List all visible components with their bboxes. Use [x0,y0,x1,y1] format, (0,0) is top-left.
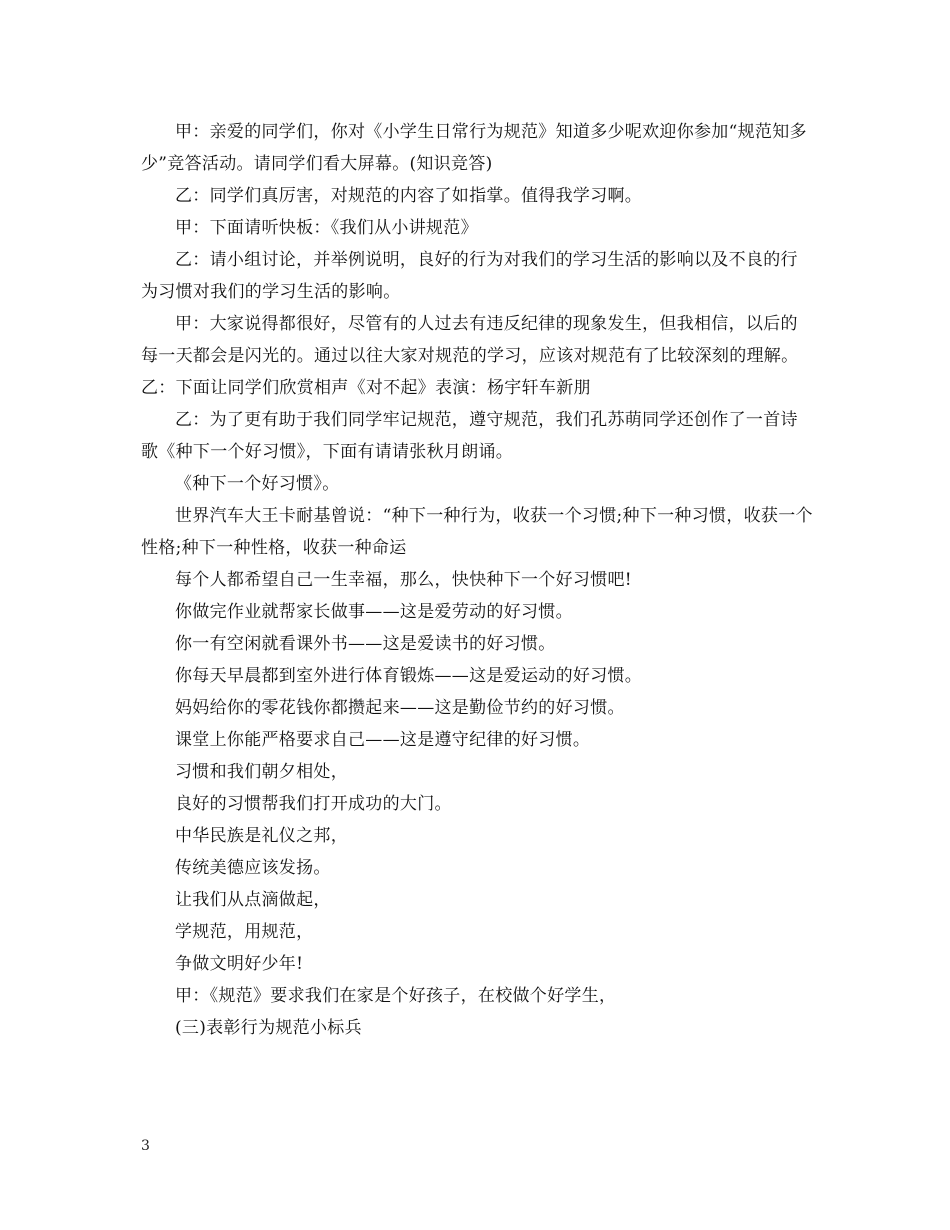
paragraph: 让我们从点滴做起， [175,890,331,910]
paragraph: 争做文明好少年! [175,954,304,974]
document-body [141,116,813,1044]
paragraph: 课堂上你能严格要求自己——这是遵守纪律的好习惯。 [175,730,591,750]
paragraph: 世界汽车大王卡耐基曾说：“种下一种行为，收获一个习惯;种下一种习惯，收获一个性格;种下一种性格，收获一种命运 [141,506,813,558]
paragraph: 学规范，用规范， [175,922,314,942]
paragraph: 《种下一个好习惯》。 [175,474,340,494]
paragraph: 你一有空闲就看课外书——这是爱读书的好习惯。 [175,634,556,654]
paragraph: 乙：请小组讨论，并举例说明，良好的行为对我们的学习生活的影响以及不良的行为习惯对我们的学习生活的影响。 [141,250,798,302]
paragraph: 妈妈给你的零花钱你都攒起来——这是勤俭节约的好习惯。 [175,698,625,718]
paragraph: 良好的习惯帮我们打开成功的大门。 [175,794,452,814]
paragraph: 传统美德应该发扬。 [175,858,331,878]
paragraph: 乙：同学们真厉害，对规范的内容了如指掌。值得我学习啊。 [175,186,643,206]
page-number: 3 [141,1138,150,1154]
paragraph: 乙：为了更有助于我们同学牢记规范，遵守规范，我们孔苏萌同学还创作了一首诗歌《种下一个好习惯》，下面有请请张秋月朗诵。 [141,410,798,462]
paragraph: 甲：亲爱的同学们，你对《小学生日常行为规范》知道多少呢欢迎你参加“规范知多少”竞答活动。请同学们看大屏幕。(知识竞答) [141,122,807,174]
paragraph: 甲：下面请听快板：《我们从小讲规范》 [175,218,478,238]
paragraph: 习惯和我们朝夕相处， [175,762,348,782]
paragraph: 每个人都希望自己一生幸福，那么，快快种下一个好习惯吧! [175,570,632,590]
paragraph: 甲：大家说得都很好，尽管有的人过去有违反纪律的现象发生，但我相信，以后的每一天都会是闪光的。通过以往大家对规范的学习，应该对规范有了比较深刻的理解。 乙：下面让同学们欣赏相声《对不起》表演：杨宇轩车新朋 [141,314,799,398]
paragraph: 你做完作业就帮家长做事——这是爱劳动的好习惯。 [175,602,573,622]
paragraph: (三)表彰行为规范小标兵 [175,1018,362,1038]
paragraph: 你每天早晨都到室外进行体育锻炼——这是爱运动的好习惯。 [175,666,643,686]
paragraph: 甲：《规范》要求我们在家是个好孩子，在校做个好学生， [175,986,617,1006]
paragraph: 中华民族是礼仪之邦， [175,826,348,846]
